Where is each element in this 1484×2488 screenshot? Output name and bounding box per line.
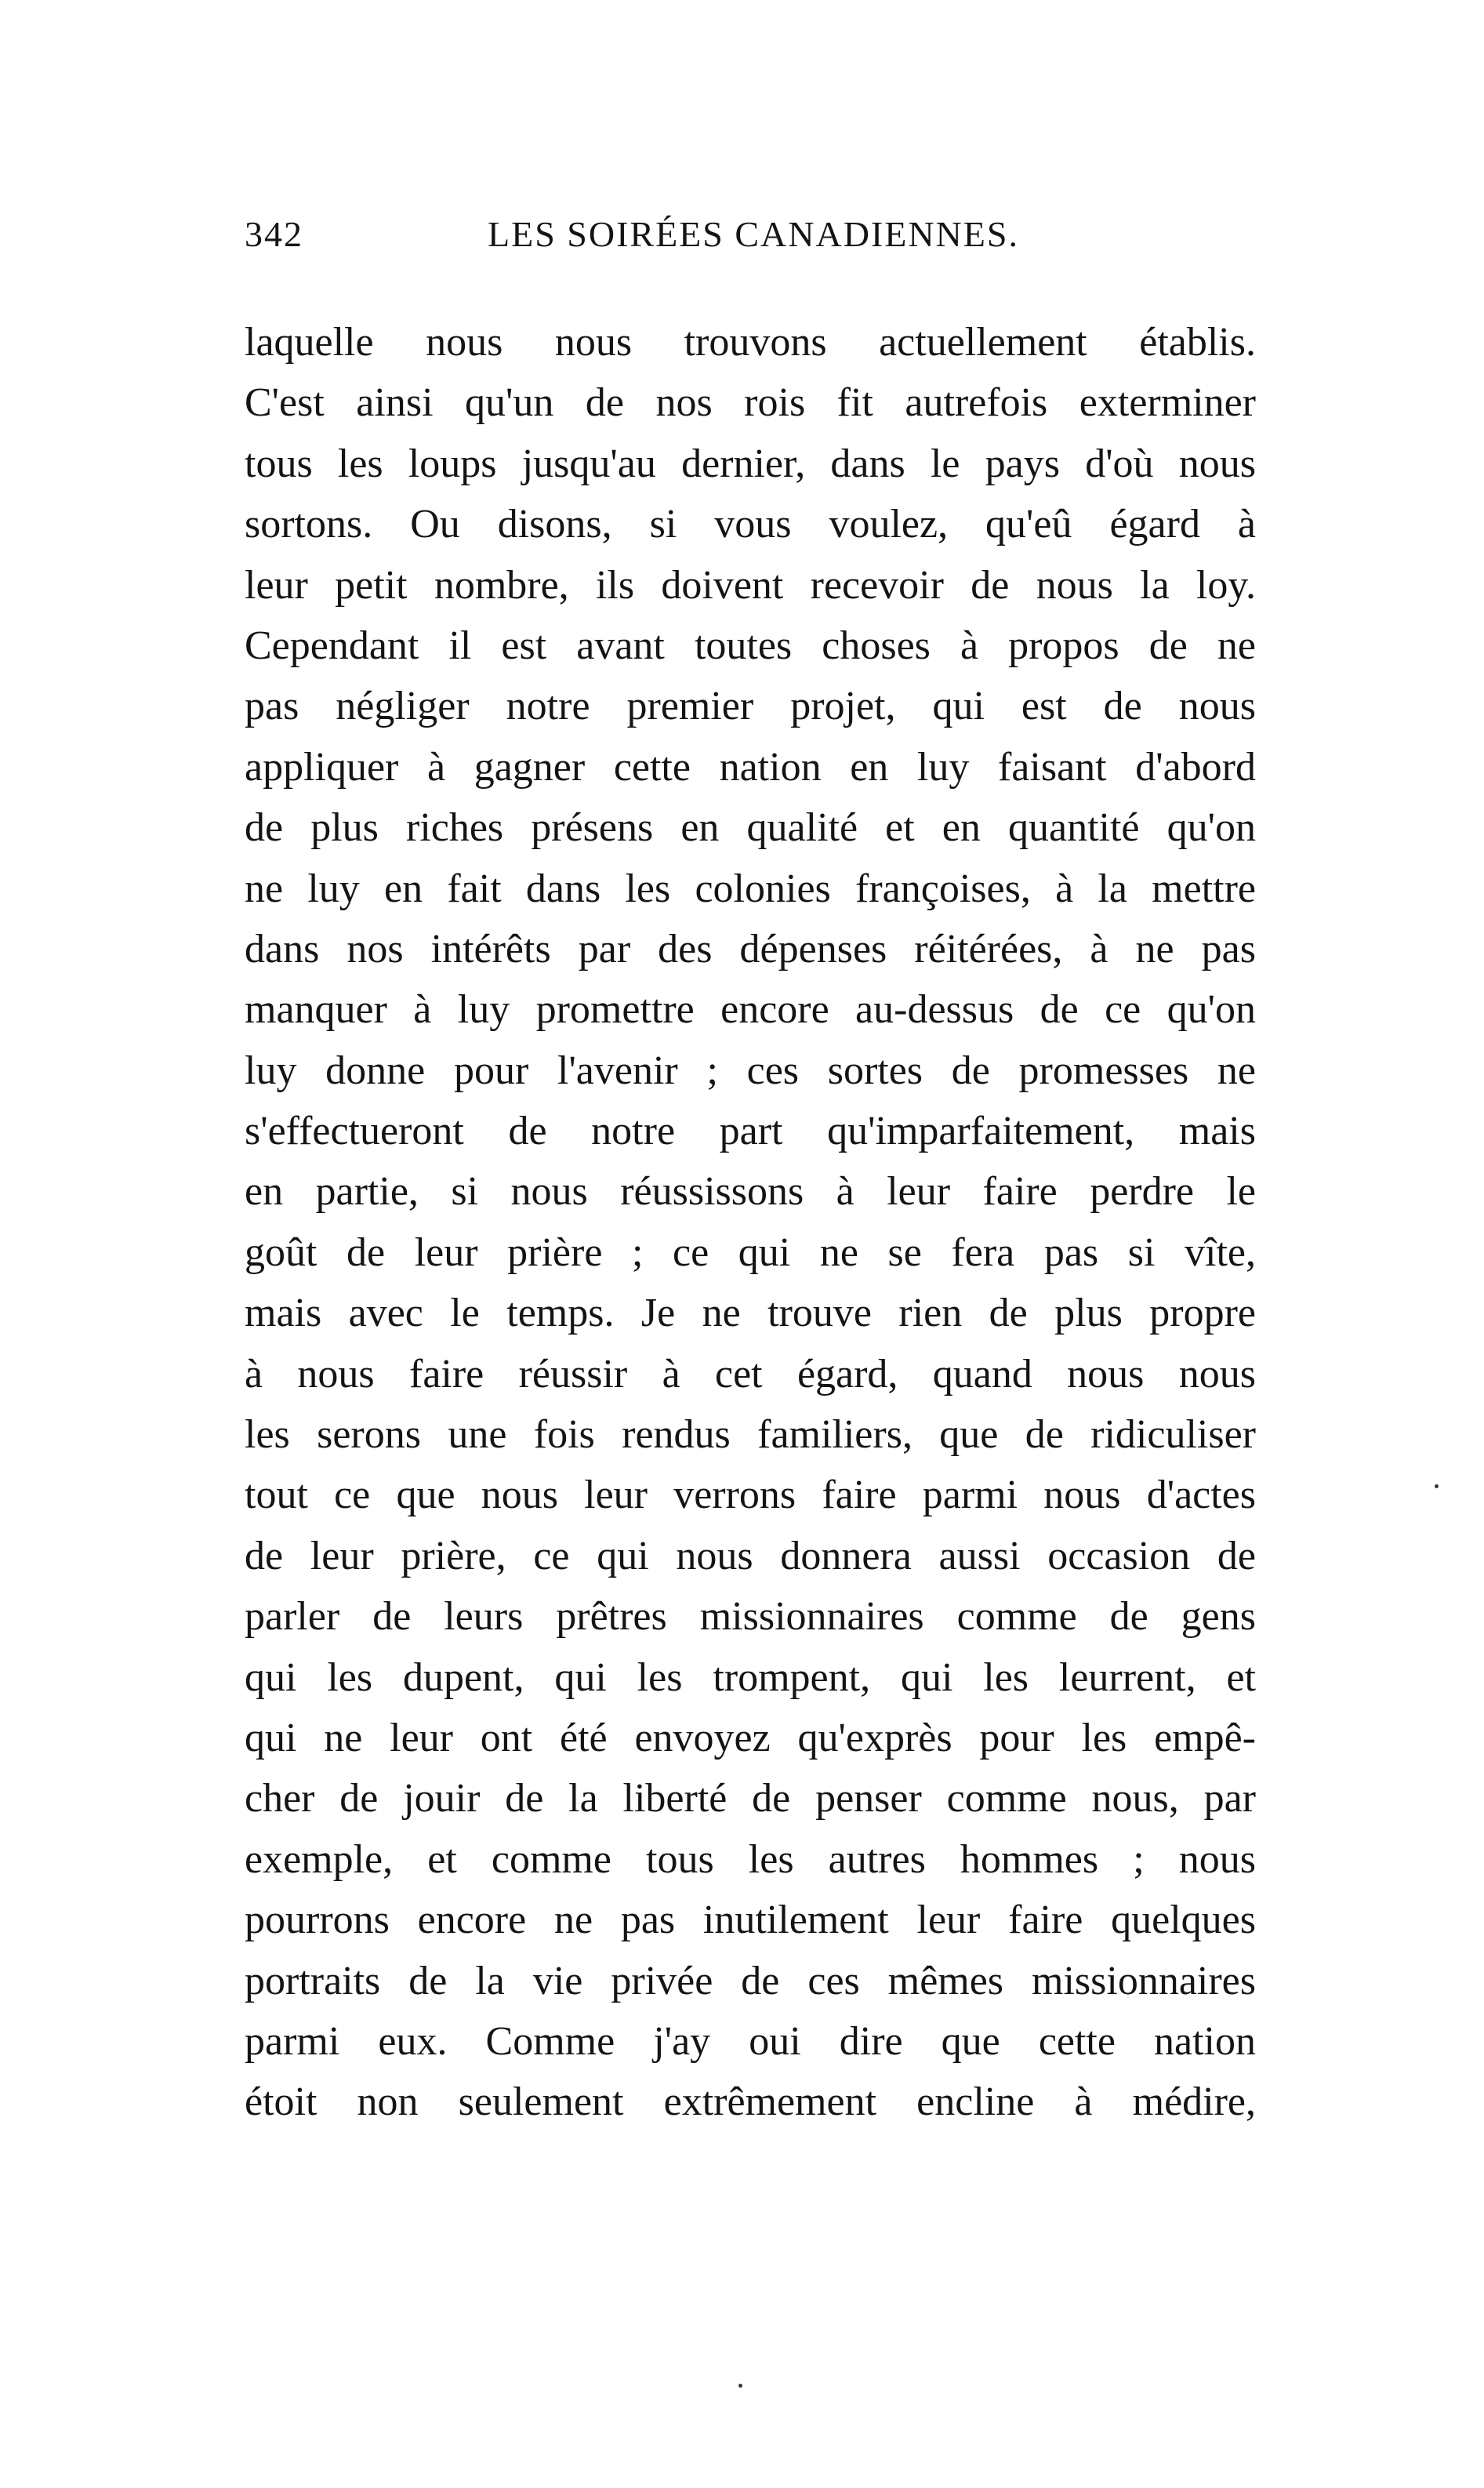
text-line: appliquer à gagner cette nation en luy faisant d'abord <box>245 744 1256 790</box>
scan-speck <box>1435 1484 1439 1488</box>
text-line: laquelle nous nous trouvons actuellement établis. <box>245 320 1256 365</box>
text-line: luy donne pour l'avenir ; ces sortes de promesses ne <box>245 1048 1256 1093</box>
page-header <box>245 213 1287 260</box>
scan-speck <box>738 2384 742 2388</box>
text-line: pourrons encore ne pas inutilement leur faire quelques <box>245 1898 1256 1943</box>
text-line: portraits de la vie privée de ces mêmes missionnaires <box>245 1958 1256 2003</box>
text-line: tout ce que nous leur verrons faire parmi nous d'actes <box>245 1473 1256 1518</box>
text-line: exemple, et comme tous les autres hommes ; nous <box>245 1836 1256 1882</box>
running-title: LES SOIRÉES CANADIENNES. <box>488 214 1019 254</box>
text-line: parler de leurs prêtres missionnaires comme de gens <box>245 1594 1256 1640</box>
text-line: mais avec le temps. Je ne trouve rien de plus propre <box>245 1291 1256 1336</box>
text-line: dans nos intérêts par des dépenses réitérées, à ne pas <box>245 926 1256 972</box>
text-line: les serons une fois rendus familiers, que de ridiculiser <box>245 1412 1256 1458</box>
text-line: pas négliger notre premier projet, qui est de nous <box>245 684 1256 729</box>
page-number: 342 <box>245 214 303 254</box>
text-line: goût de leur prière ; ce qui ne se fera pas si vîte, <box>245 1229 1256 1275</box>
text-line: qui ne leur ont été envoyez qu'exprès pour les empê- <box>245 1715 1256 1760</box>
text-line: Cependant il est avant toutes choses à propos de ne <box>245 623 1256 668</box>
text-line: C'est ainsi qu'un de nos rois fit autrefois exterminer <box>245 380 1256 426</box>
text-line: en partie, si nous réussissons à leur faire perdre le <box>245 1169 1256 1215</box>
text-line: tous les loups jusqu'au dernier, dans le pays d'où nous <box>245 441 1256 486</box>
text-line: de leur prière, ce qui nous donnera aussi occasion de <box>245 1533 1256 1578</box>
text-line: manquer à luy promettre encore au-dessus de ce qu'on <box>245 987 1256 1033</box>
text-line: s'effectueront de notre part qu'imparfaitement, mais <box>245 1109 1256 1154</box>
body-text <box>245 312 1256 2133</box>
text-line: leur petit nombre, ils doivent recevoir de nous la loy. <box>245 562 1256 608</box>
text-line: parmi eux. Comme j'ay oui dire que cette nation <box>245 2018 1256 2064</box>
text-line: qui les dupent, qui les trompent, qui les leurrent, et <box>245 1654 1256 1700</box>
text-line: à nous faire réussir à cet égard, quand nous nous <box>245 1351 1256 1397</box>
text-line: étoit non seulement extrêmement encline à médire, <box>245 2079 1256 2125</box>
text-line: de plus riches présens en qualité et en quantité qu'on <box>245 805 1256 851</box>
text-line: sortons. Ou disons, si vous voulez, qu'eû égard à <box>245 502 1256 547</box>
text-line: ne luy en fait dans les colonies françoises, à la mettre <box>245 866 1256 911</box>
text-line: cher de jouir de la liberté de penser comme nous, par <box>245 1776 1256 1822</box>
